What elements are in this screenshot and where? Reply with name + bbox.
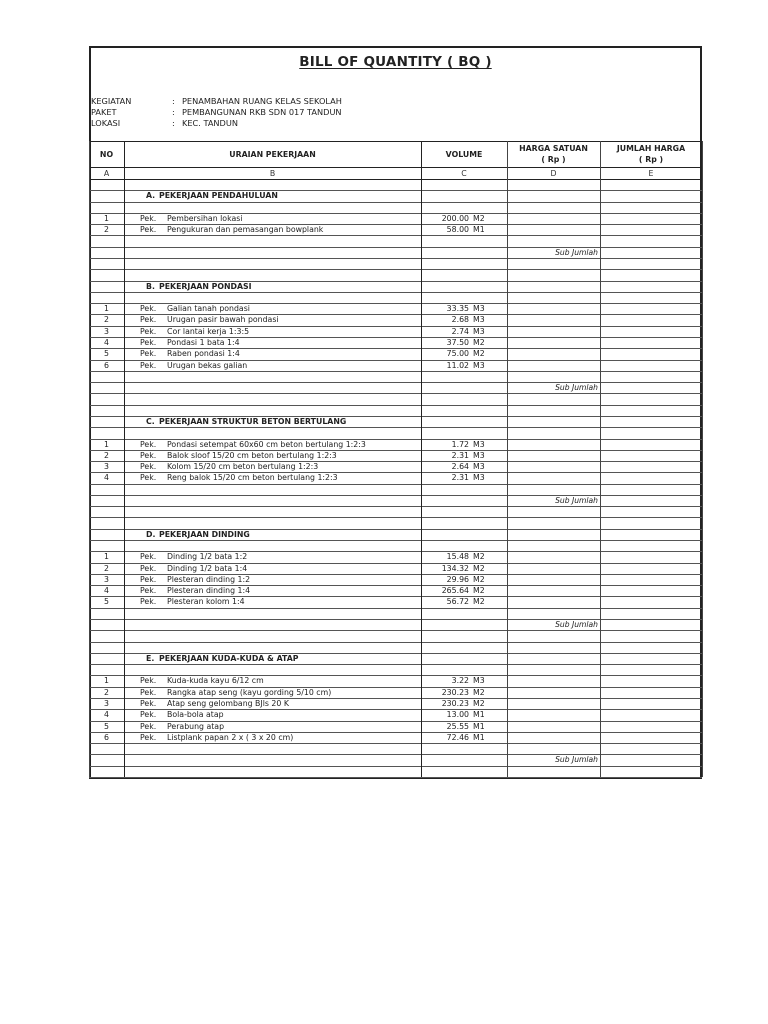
grid-line [89, 416, 702, 417]
grid-line [89, 348, 702, 349]
subtotal-label: Sub Jumlah [555, 755, 598, 765]
item-prefix: Pek. [140, 676, 157, 686]
info-value: KEC. TANDUN [182, 118, 238, 128]
volume-value: 29.96 [446, 574, 469, 584]
item-text: Plesteran dinding 1:4 [167, 586, 251, 596]
grid-line [89, 596, 702, 597]
column-divider [507, 141, 508, 777]
grid-line [89, 167, 702, 168]
item-text: Perabung atap [167, 721, 225, 731]
item-volume [421, 213, 505, 225]
volume-unit: M2 [473, 563, 485, 573]
volume-value: 200.00 [441, 213, 469, 223]
item-number: 2 [104, 563, 109, 573]
grid-line [89, 664, 702, 665]
section-title: PEKERJAAN KUDA-KUDA & ATAP [159, 653, 299, 663]
volume-value: 75.00 [446, 349, 469, 359]
item-number: 1 [104, 439, 109, 449]
item-description [140, 551, 247, 563]
item-prefix: Pek. [140, 360, 157, 370]
item-number: 1 [104, 213, 109, 223]
volume-unit: M1 [473, 710, 485, 720]
item-volume [421, 326, 505, 338]
item-text: Rangka atap seng (kayu gording 5/10 cm) [167, 687, 332, 697]
item-volume [421, 563, 505, 575]
grid-line [89, 202, 702, 203]
item-description [140, 314, 279, 326]
grid-line [89, 439, 702, 440]
item-number: 6 [104, 732, 109, 742]
volume-unit: M2 [473, 586, 485, 596]
item-prefix: Pek. [140, 563, 157, 573]
item-prefix: Pek. [140, 699, 157, 709]
item-volume [421, 596, 505, 608]
grid-line [89, 382, 702, 383]
item-prefix: Pek. [140, 721, 157, 731]
item-description [140, 472, 338, 484]
item-volume [421, 585, 505, 597]
header-line: HARGA SATUAN [519, 144, 588, 153]
grid-line [89, 427, 702, 428]
grid-line [89, 337, 702, 338]
volume-value: 1.72 [451, 439, 469, 449]
item-number: 4 [104, 337, 109, 347]
item-volume [421, 721, 505, 733]
item-prefix: Pek. [140, 574, 157, 584]
item-description [140, 348, 240, 360]
grid-line [89, 281, 702, 282]
item-volume [421, 303, 505, 315]
grid-line [89, 190, 702, 191]
column-letter: B [269, 168, 276, 178]
grid-line [89, 642, 702, 643]
item-volume [421, 337, 505, 349]
item-volume [421, 461, 505, 473]
item-description [140, 439, 366, 451]
item-text: Atap seng gelombang BJls 20 K [167, 699, 289, 709]
grid-line [89, 675, 702, 676]
volume-value: 265.64 [441, 586, 469, 596]
section-heading [146, 529, 250, 541]
item-volume [421, 574, 505, 586]
document-title [91, 54, 700, 70]
item-prefix: Pek. [140, 439, 157, 449]
volume-value: 56.72 [446, 597, 469, 607]
grid-line [89, 472, 702, 473]
volume-unit: M3 [473, 450, 485, 460]
volume-unit: M3 [473, 315, 485, 325]
item-number: 3 [104, 699, 109, 709]
header-line: NO [99, 150, 114, 159]
item-prefix: Pek. [140, 586, 157, 596]
item-prefix: Pek. [140, 473, 157, 483]
volume-unit: M3 [473, 473, 485, 483]
header-uraian [124, 149, 421, 160]
item-number: 5 [104, 349, 109, 359]
grid-line [89, 450, 702, 451]
grid-line [89, 393, 702, 394]
volume-unit: M3 [473, 304, 485, 314]
volume-value: 72.46 [446, 732, 469, 742]
info-colon: : [172, 96, 175, 106]
item-text: Pondasi 1 bata 1:4 [167, 337, 240, 347]
item-number: 3 [104, 462, 109, 472]
section-heading [146, 416, 346, 428]
item-volume [421, 732, 505, 744]
item-text: Galian tanah pondasi [167, 304, 250, 314]
item-description [140, 450, 337, 462]
item-text: Cor lantai kerja 1:3:5 [167, 326, 250, 336]
item-text: Urugan bekas galian [167, 360, 248, 370]
subtotal-label: Sub Jumlah [555, 383, 598, 393]
grid-line [89, 653, 702, 654]
item-volume [421, 472, 505, 484]
bq-sheet [89, 46, 702, 779]
item-number: 1 [104, 552, 109, 562]
grid-line [89, 506, 702, 507]
item-text: Dinding 1/2 bata 1:4 [167, 563, 248, 573]
item-number: 6 [104, 360, 109, 370]
volume-unit: M3 [473, 676, 485, 686]
header-harga-satuan [507, 143, 600, 165]
grid-line [89, 314, 702, 315]
item-number: 2 [104, 687, 109, 697]
subtotal-label: Sub Jumlah [555, 620, 598, 630]
volume-unit: M3 [473, 326, 485, 336]
volume-unit: M3 [473, 360, 485, 370]
volume-unit: M2 [473, 213, 485, 223]
info-value: PEMBANGUNAN RKB SDN 017 TANDUN [182, 107, 342, 117]
item-number: 2 [104, 450, 109, 460]
item-volume [421, 687, 505, 699]
section-letter: A. [146, 191, 156, 201]
item-volume [421, 709, 505, 721]
item-description [140, 574, 250, 586]
header-line: URAIAN PEKERJAAN [229, 150, 316, 159]
section-title: PEKERJAAN PONDASI [159, 281, 252, 291]
grid-line [89, 585, 702, 586]
item-prefix: Pek. [140, 597, 157, 607]
item-text: Raben pondasi 1:4 [167, 349, 240, 359]
grid-line [89, 258, 702, 259]
grid-line [89, 766, 702, 767]
header-no [89, 149, 124, 160]
item-text: Urugan pasir bawah pondasi [167, 315, 279, 325]
item-prefix: Pek. [140, 326, 157, 336]
item-text: Kolom 15/20 cm beton bertulang 1:2:3 [167, 462, 319, 472]
volume-value: 2.31 [451, 473, 469, 483]
item-number: 3 [104, 326, 109, 336]
grid-line [89, 574, 702, 575]
grid-line [89, 721, 702, 722]
item-number: 2 [104, 225, 109, 235]
volume-unit: M2 [473, 687, 485, 697]
volume-value: 230.23 [441, 687, 469, 697]
grid-line [89, 732, 702, 733]
header-line: ( Rp ) [541, 155, 566, 164]
info-label: LOKASI [91, 118, 121, 128]
title-text: BILL OF QUANTITY ( BQ ) [299, 54, 492, 70]
column-letter: E [648, 168, 654, 178]
item-description [140, 461, 318, 473]
section-letter: C. [146, 416, 155, 426]
info-colon: : [172, 107, 175, 117]
item-prefix: Pek. [140, 225, 157, 235]
grid-line [89, 698, 702, 699]
item-prefix: Pek. [140, 315, 157, 325]
grid-line [89, 269, 702, 270]
item-text: Listplank papan 2 x ( 3 x 20 cm) [167, 732, 294, 742]
grid-line [89, 517, 702, 518]
volume-unit: M2 [473, 597, 485, 607]
volume-unit: M2 [473, 552, 485, 562]
item-prefix: Pek. [140, 349, 157, 359]
item-description [140, 675, 264, 687]
item-text: Pondasi setempat 60x60 cm beton bertulang 1:2:3 [167, 439, 366, 449]
volume-value: 2.74 [451, 326, 469, 336]
section-heading [146, 281, 252, 293]
item-text: Plesteran kolom 1:4 [167, 597, 245, 607]
item-number: 4 [104, 473, 109, 483]
item-text: Bola-bola atap [167, 710, 224, 720]
item-prefix: Pek. [140, 450, 157, 460]
item-volume [421, 360, 505, 372]
grid-line [89, 179, 702, 180]
grid-line [89, 371, 702, 372]
header-line: JUMLAH HARGA [616, 144, 686, 153]
item-number: 5 [104, 721, 109, 731]
item-text: Balok sloof 15/20 cm beton bertulang 1:2:3 [167, 450, 337, 460]
subtotal-label: Sub Jumlah [555, 495, 598, 505]
item-number: 2 [104, 315, 109, 325]
volume-value: 2.31 [451, 450, 469, 460]
item-description [140, 563, 247, 575]
item-number: 5 [104, 597, 109, 607]
header-jumlah-harga [600, 143, 702, 165]
column-letter: C [461, 168, 467, 178]
grid-line [89, 292, 702, 293]
section-title: PEKERJAAN DINDING [159, 529, 250, 539]
grid-line [89, 709, 702, 710]
grid-line [89, 563, 702, 564]
column-divider [421, 141, 422, 777]
volume-value: 3.22 [451, 676, 469, 686]
volume-unit: M1 [473, 225, 485, 235]
item-prefix: Pek. [140, 213, 157, 223]
header-line: ( Rp ) [638, 155, 664, 164]
volume-value: 2.64 [451, 462, 469, 472]
item-volume [421, 224, 505, 236]
grid-line [89, 461, 702, 462]
column-divider [124, 141, 125, 777]
item-volume [421, 314, 505, 326]
volume-value: 2.68 [451, 315, 469, 325]
volume-value: 58.00 [446, 225, 469, 235]
item-description [140, 360, 247, 372]
volume-unit: M2 [473, 349, 485, 359]
item-description [140, 303, 250, 315]
item-number: 4 [104, 586, 109, 596]
grid-line [89, 551, 702, 552]
grid-line [89, 303, 702, 304]
grid-line [89, 484, 702, 485]
volume-value: 13.00 [446, 710, 469, 720]
item-description [140, 224, 323, 236]
section-letter: B. [146, 281, 155, 291]
header-volume [421, 149, 507, 160]
item-description [140, 213, 242, 225]
column-divider [600, 141, 601, 777]
item-description [140, 687, 331, 699]
section-title: PEKERJAAN PENDAHULUAN [159, 191, 278, 201]
item-description [140, 721, 224, 733]
item-prefix: Pek. [140, 710, 157, 720]
column-letter: D [550, 168, 557, 178]
item-number: 1 [104, 676, 109, 686]
volume-unit: M1 [473, 721, 485, 731]
item-prefix: Pek. [140, 552, 157, 562]
volume-unit: M3 [473, 439, 485, 449]
subtotal-label: Sub Jumlah [555, 247, 598, 257]
volume-value: 37.50 [446, 337, 469, 347]
item-text: Plesteran dinding 1:2 [167, 574, 251, 584]
column-letter: A [103, 168, 110, 178]
item-description [140, 585, 250, 597]
grid-line [89, 777, 702, 778]
section-title: PEKERJAAN STRUKTUR BETON BERTULANG [159, 416, 347, 426]
item-prefix: Pek. [140, 462, 157, 472]
grid-line [89, 360, 702, 361]
grid-line [89, 540, 702, 541]
grid-line [89, 247, 702, 248]
item-prefix: Pek. [140, 304, 157, 314]
item-text: Kuda-kuda kayu 6/12 cm [167, 676, 264, 686]
grid-line [89, 754, 702, 755]
grid-line [89, 495, 702, 496]
volume-unit: M2 [473, 337, 485, 347]
item-volume [421, 675, 505, 687]
grid-line [89, 529, 702, 530]
grid-line [89, 405, 702, 406]
info-label: KEGIATAN [91, 96, 132, 106]
grid-line [89, 608, 702, 609]
volume-unit: M3 [473, 462, 485, 472]
column-divider [89, 141, 90, 777]
grid-line [89, 619, 702, 620]
grid-line [89, 235, 702, 236]
volume-value: 134.32 [441, 563, 469, 573]
info-value: PENAMBAHAN RUANG KELAS SEKOLAH [182, 96, 342, 106]
item-description [140, 709, 224, 721]
item-number: 1 [104, 304, 109, 314]
item-number: 3 [104, 574, 109, 584]
volume-value: 230.23 [441, 699, 469, 709]
item-volume [421, 551, 505, 563]
grid-line [89, 224, 702, 225]
grid-line [89, 687, 702, 688]
header-line: VOLUME [445, 150, 483, 159]
item-description [140, 337, 240, 349]
item-prefix: Pek. [140, 732, 157, 742]
item-text: Reng balok 15/20 cm beton bertulang 1:2:3 [167, 473, 338, 483]
section-heading [146, 190, 278, 202]
item-description [140, 326, 249, 338]
volume-value: 25.55 [446, 721, 469, 731]
item-volume [421, 348, 505, 360]
item-description [140, 698, 289, 710]
volume-unit: M2 [473, 574, 485, 584]
volume-unit: M1 [473, 732, 485, 742]
volume-unit: M2 [473, 699, 485, 709]
info-label: PAKET [91, 107, 117, 117]
section-heading [146, 653, 298, 665]
item-number: 4 [104, 710, 109, 720]
volume-value: 15.48 [446, 552, 469, 562]
item-volume [421, 698, 505, 710]
item-text: Dinding 1/2 bata 1:2 [167, 552, 248, 562]
grid-line [89, 141, 702, 142]
grid-line [89, 743, 702, 744]
item-prefix: Pek. [140, 337, 157, 347]
section-letter: E. [146, 653, 155, 663]
item-description [140, 596, 245, 608]
section-letter: D. [146, 529, 156, 539]
info-colon: : [172, 118, 175, 128]
item-volume [421, 450, 505, 462]
item-text: Pengukuran dan pemasangan bowplank [167, 225, 324, 235]
grid-line [89, 326, 702, 327]
volume-value: 33.35 [446, 304, 469, 314]
volume-value: 11.02 [446, 360, 469, 370]
column-divider [702, 141, 703, 777]
item-prefix: Pek. [140, 687, 157, 697]
grid-line [89, 630, 702, 631]
item-volume [421, 439, 505, 451]
item-description [140, 732, 293, 744]
grid-line [89, 213, 702, 214]
item-text: Pembersihan lokasi [167, 213, 243, 223]
